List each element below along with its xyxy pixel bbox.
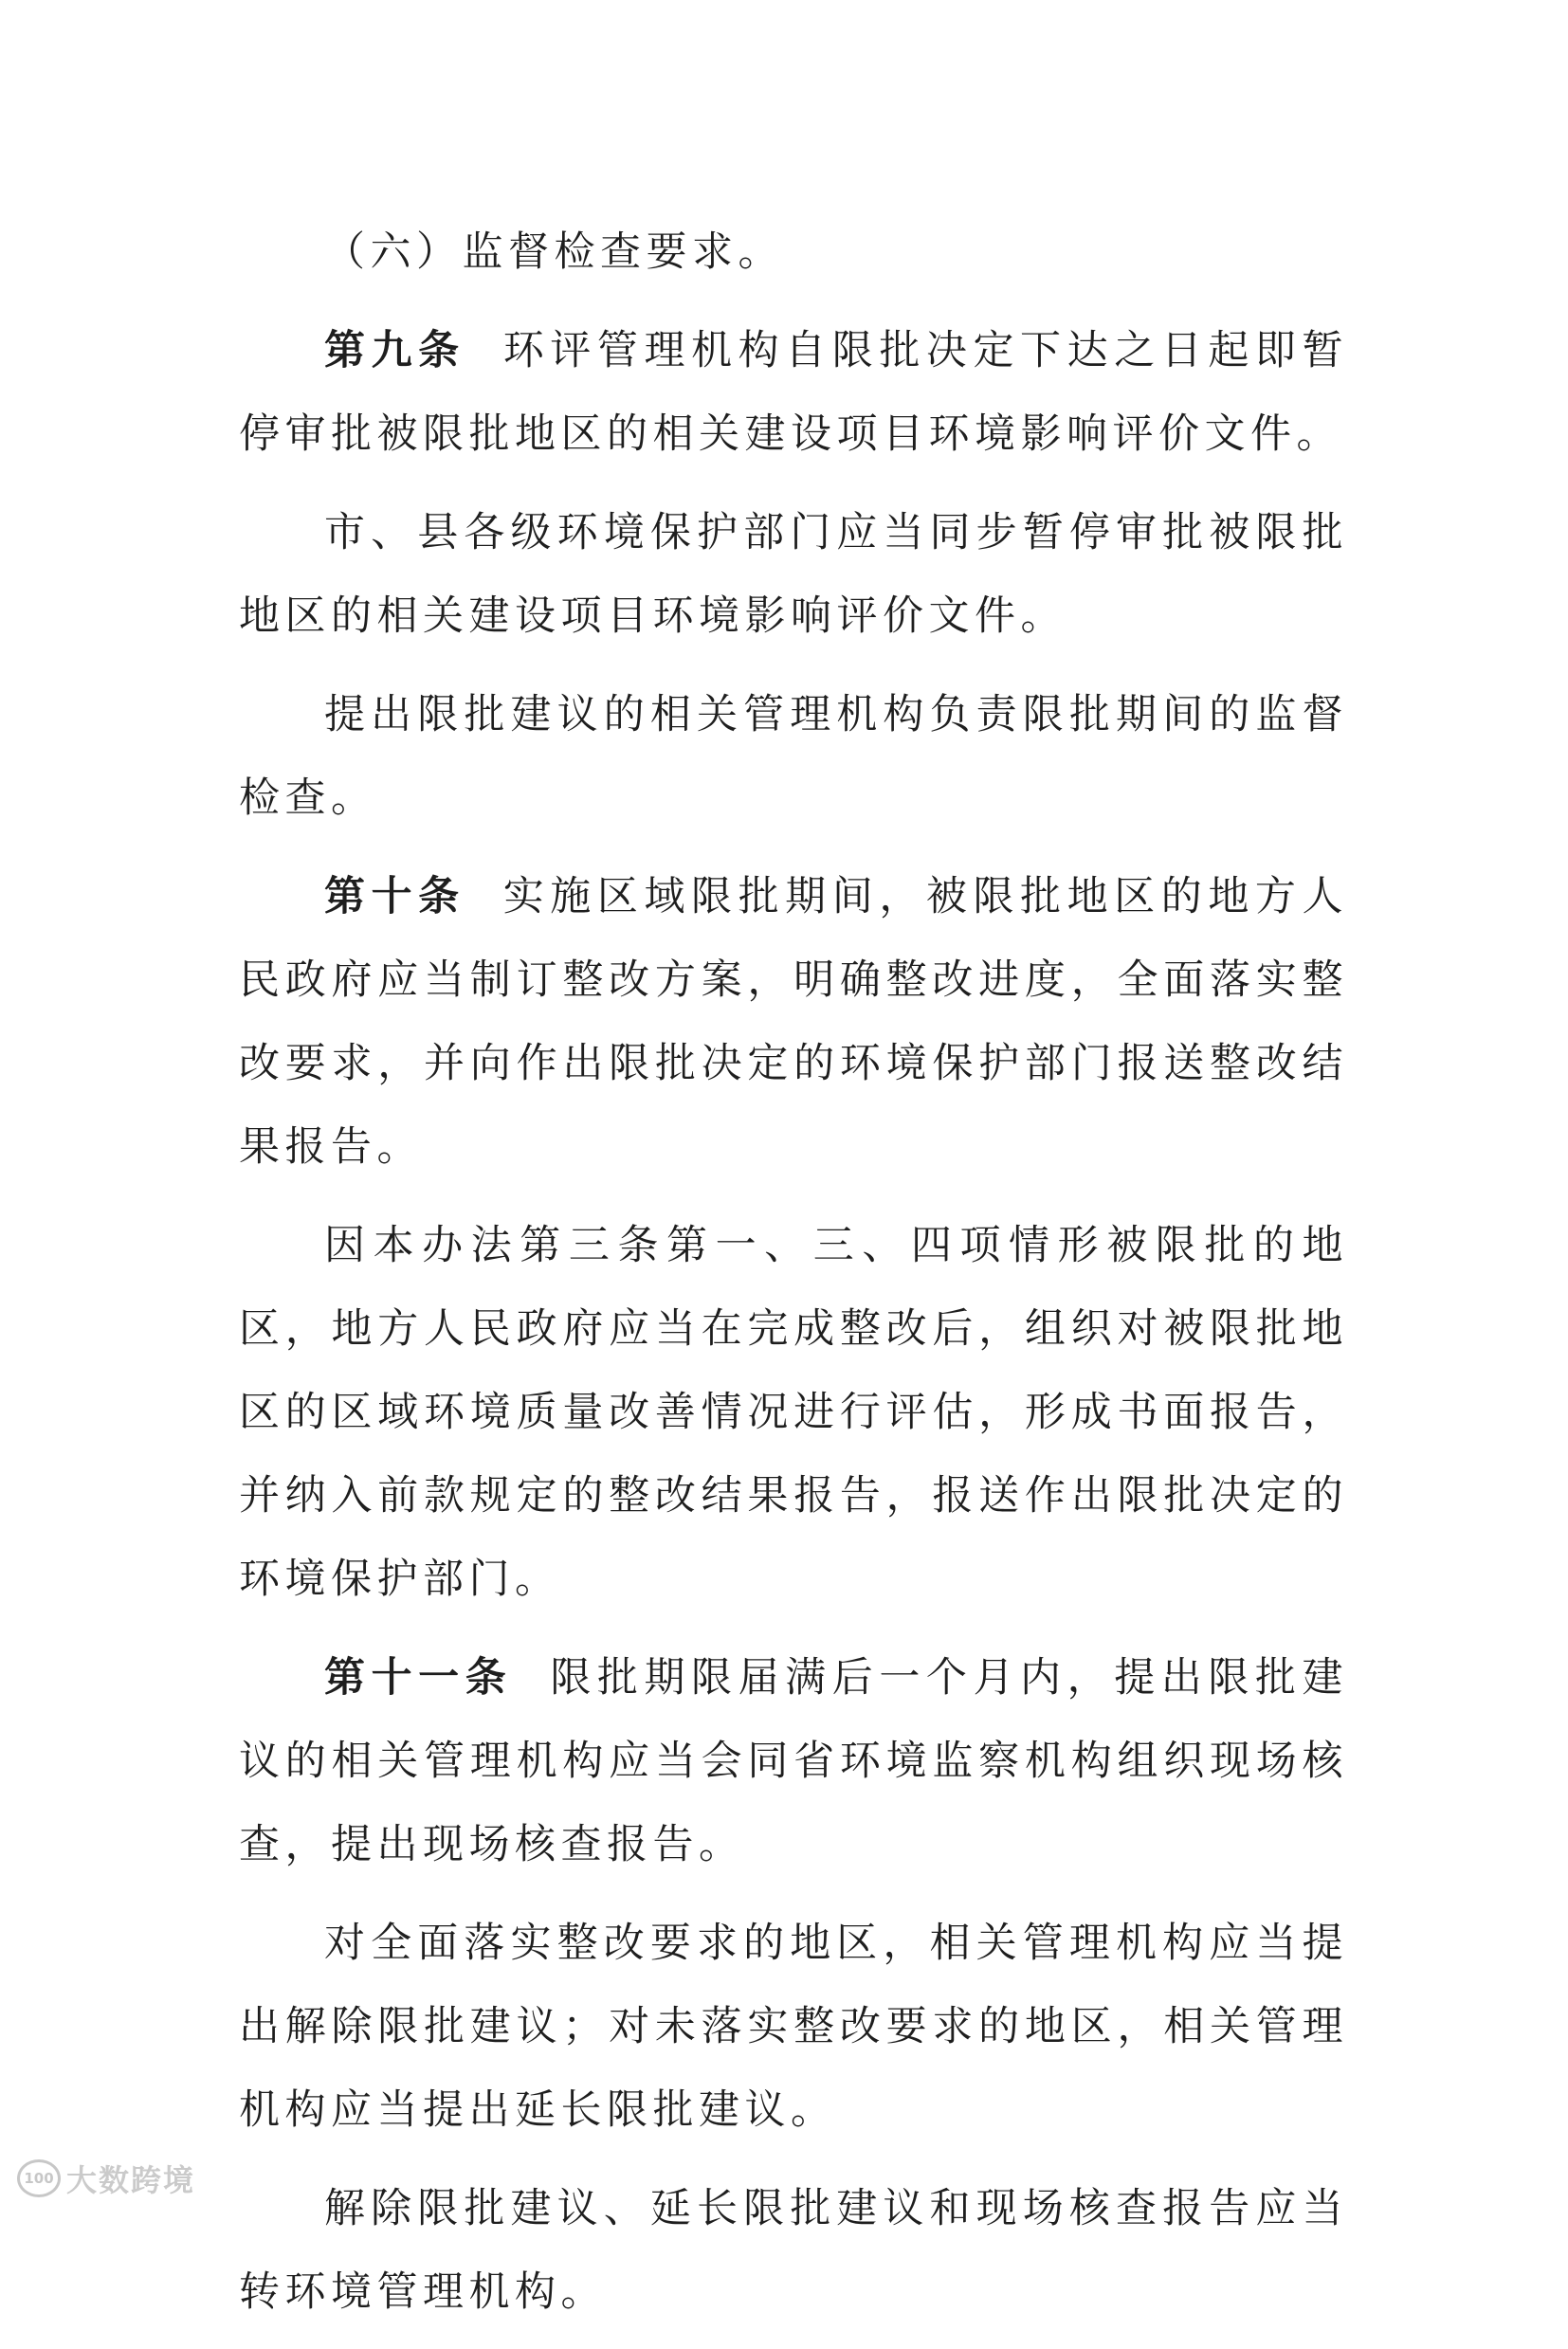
article-paragraph [239,855,1348,1189]
paragraph-text: 提出限批建议的相关管理机构负责限批期间的监督检查。 [239,691,1348,822]
article-paragraph [239,309,1348,476]
paragraph-text: 对全面落实整改要求的地区，相关管理机构应当提出解除限批建议；对未落实整改要求的地区，相关管理机构应当提出延长限批建议。 [239,1920,1348,2134]
paragraph-text: 市、县各级环境保护部门应当同步暂停审批被限批地区的相关建设项目环境影响评价文件。 [239,509,1348,640]
article-number: 第十条 [324,873,465,920]
paragraph [239,1902,1348,2152]
paragraph [239,210,1348,294]
watermark-logo-icon: 100 [17,2159,61,2197]
paragraph-text: （六）监督检查要求。 [324,228,784,276]
paragraph-text: 实施区域限批期间，被限批地区的地方人民政府应当制订整改方案，明确整改进度，全面落实整改要求，并向作出限批决定的环境保护部门报送整改结果报告。 [239,873,1349,1171]
watermark [17,2157,195,2200]
paragraph [239,673,1348,840]
paragraph [239,1204,1348,1621]
article-number: 第九条 [324,327,465,374]
paragraph-text: 因本办法第三条第一、三、四项情形被限批的地区，地方人民政府应当在完成整改后，组织对被限批地区的区域环境质量改善情况进行评估，形成书面报告，并纳入前款规定的整改结果报告，报送作出限批决定的环境保护部门。 [239,1222,1348,1603]
document-body [239,210,1348,2349]
article-paragraph [239,1636,1348,1886]
paragraph [239,491,1348,658]
paragraph-text: 解除限批建议、延长限批建议和现场核查报告应当转环境管理机构。 [239,2185,1348,2316]
paragraph-text: 限批期限届满后一个月内，提出限批建议的相关管理机构应当会同省环境监察机构组织现场核查，提出现场核查报告。 [239,1654,1349,1868]
paragraph [239,2167,1348,2334]
article-number: 第十一条 [324,1654,513,1702]
paragraph-text: 环评管理机构自限批决定下达之日起即暂停审批被限批地区的相关建设项目环境影响评价文件。 [239,327,1349,458]
watermark-brand-text: 大数跨境 [66,2162,196,2198]
